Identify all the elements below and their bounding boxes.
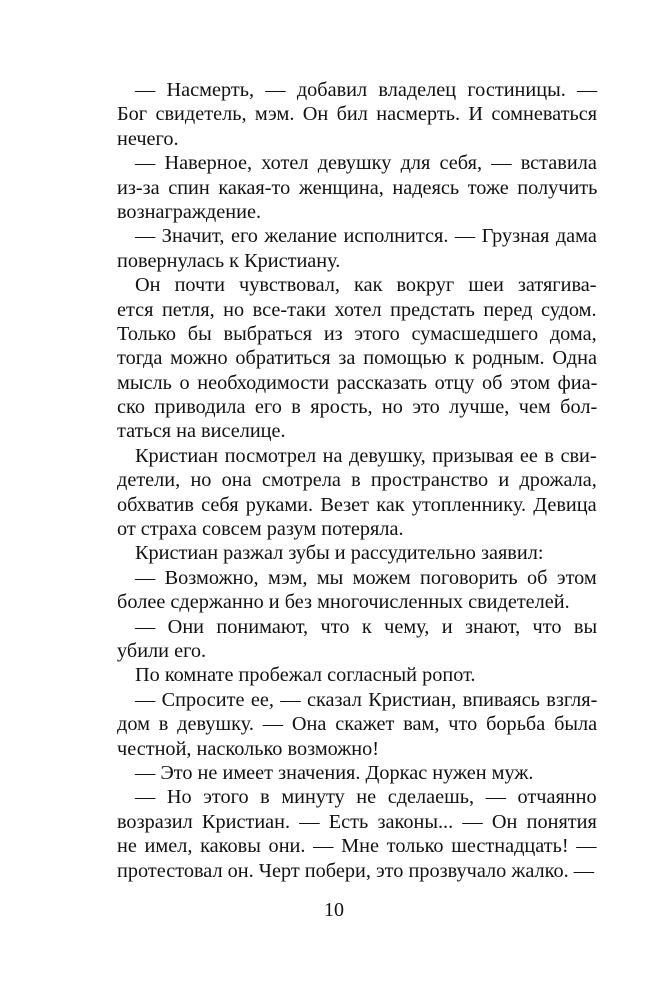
text-line: детели, но она смотрела в пространство и дрожала, bbox=[117, 469, 597, 492]
text-line: — Но этого в минуту не сделаешь, — отчаянно bbox=[135, 786, 597, 809]
text-line: Только бы выбраться из этого сумасшедшего дома, bbox=[117, 322, 597, 345]
text-line: дом в девушку. — Она скажет вам, что борьба была bbox=[117, 713, 598, 736]
text-line: обхватив себя руками. Везет как утопленнику. Девица bbox=[117, 493, 597, 516]
text-line: ется петля, но все-таки хотел предстать перед судом. bbox=[117, 298, 597, 321]
text-line: Кристиан разжал зубы и рассудительно заявил: bbox=[135, 542, 544, 565]
text-line: — Значит, его желание исполнится. — Грузная дама bbox=[135, 225, 597, 248]
text-line: Кристиан посмотрел на девушку, призывая ее в сви- bbox=[135, 444, 597, 467]
text-line: тогда можно обратиться за помощью к родным. Одна bbox=[117, 347, 597, 370]
text-line: из-за спин какая-то женщина, надеясь тоже получить bbox=[117, 176, 598, 199]
text-line: повернулась к Кристиану. bbox=[117, 249, 341, 272]
text-line: убили его. bbox=[117, 639, 207, 662]
text-line: — Это не имеет значения. Доркас нужен муж. bbox=[135, 761, 534, 784]
text-line: таться на виселице. bbox=[117, 420, 286, 443]
text-line: вознаграждение. bbox=[117, 200, 262, 223]
text-line: — Спросите ее, — сказал Кристиан, впиваясь взгля- bbox=[135, 688, 598, 711]
text-line: нечего. bbox=[117, 127, 179, 150]
page-number: 10 bbox=[324, 899, 344, 921]
text-line: Он почти чувствовал, как вокруг шеи затягива- bbox=[135, 274, 597, 297]
text-line: честной, насколько возможно! bbox=[117, 737, 380, 760]
text-block bbox=[117, 78, 597, 883]
text-line: — Насмерть, — добавил владелец гостиницы. — bbox=[135, 79, 598, 101]
text-line: возразил Кристиан. — Есть законы... — Он понятия bbox=[117, 810, 597, 833]
text-line: ско приводила его в ярость, но это лучше, чем бол- bbox=[117, 396, 598, 419]
text-line: — Они понимают, что к чему, и знают, что вы bbox=[135, 615, 598, 638]
text-line: Бог свидетель, мэм. Он бил насмерть. И сомневаться bbox=[117, 103, 598, 126]
text-line: По комнате пробежал согласный ропот. bbox=[135, 664, 476, 687]
text-line: мысль о необходимости рассказать отцу об этом фиа- bbox=[117, 371, 598, 394]
text-line: не имел, каковы они. — Мне только шестнадцать! — bbox=[117, 835, 597, 858]
text-line: более сдержанно и без многочисленных свидетелей. bbox=[117, 591, 570, 614]
text-line: — Наверное, хотел девушку для себя, — вставила bbox=[135, 152, 597, 175]
text-line: протестовал он. Черт побери, это прозвучало жалко. — bbox=[117, 859, 595, 882]
text-line: — Возможно, мэм, мы можем поговорить об этом bbox=[135, 566, 597, 589]
text-line: от страха совсем разум потеряла. bbox=[117, 518, 404, 541]
